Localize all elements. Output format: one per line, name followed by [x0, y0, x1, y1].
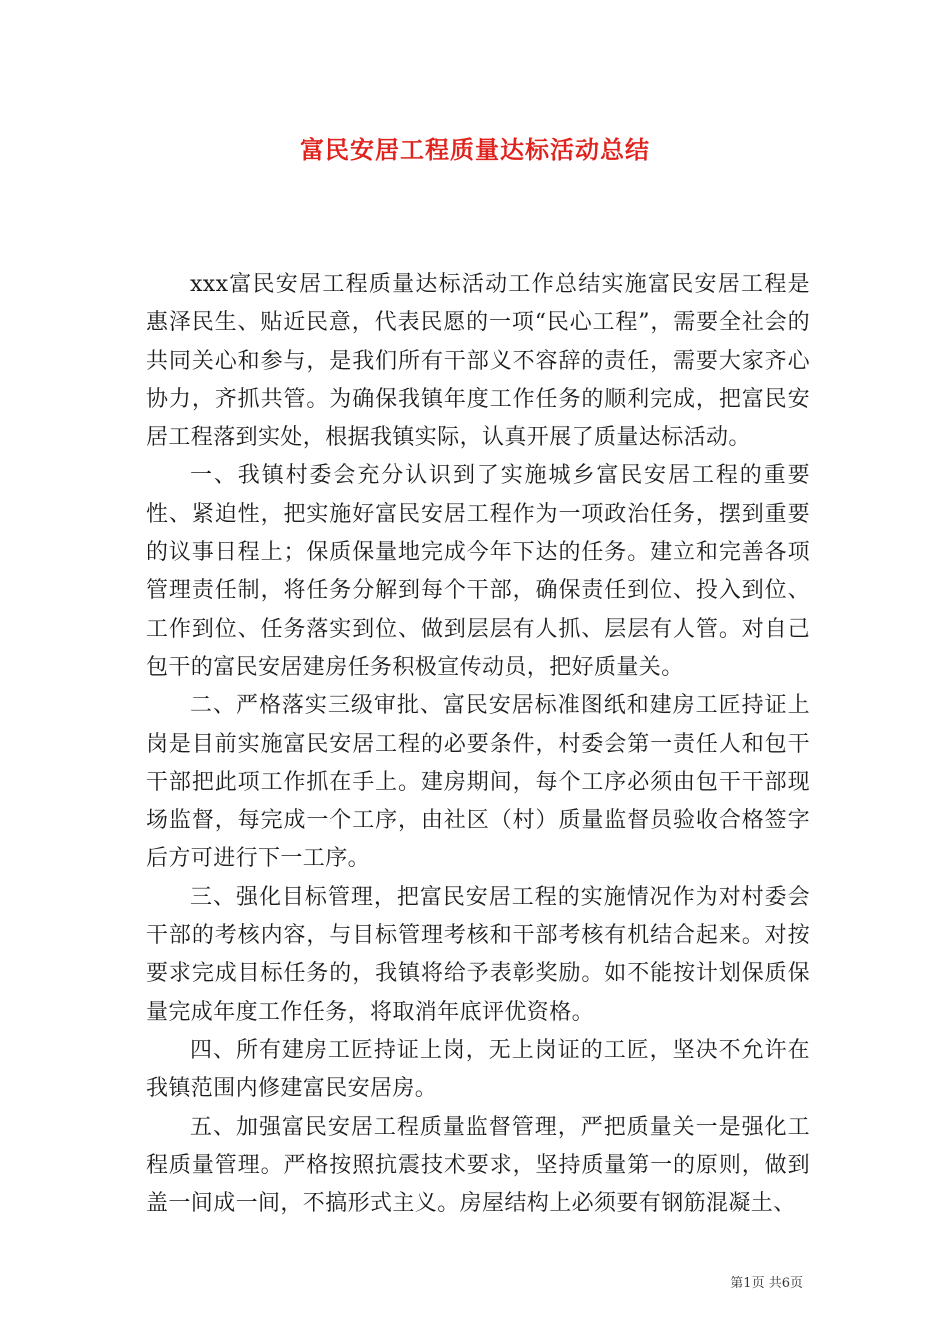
total-pages-number: 6 [781, 1276, 790, 1291]
paragraph-section-1: 一、我镇村委会充分认识到了实施城乡富民安居工程的重要性、紧迫性，把实施好富民安居工程作为一项政治任务，摆到重要的议事日程上；保质保量地完成今年下达的任务。建立和完善各项管理责任制，将任务分解到每个干部，确保责任到位、投入到位、工作到位、任务落实到位、做到层层有人抓、层层有人管。对自己包干的富民安居建房任务积极宣传动员，把好质量关。 [146, 463, 810, 680]
paragraph-section-2: 二、严格落实三级审批、富民安居标准图纸和建房工匠持证上岗是目前实施富民安居工程的必要条件，村委会第一责任人和包干干部把此项工作抓在手上。建房期间，每个工序必须由包干干部现场监督，每完成一个工序，由社区（村）质量监督员验收合格签字后方可进行下一工序。 [146, 693, 810, 872]
paragraph-section-5: 五、加强富民安居工程质量监督管理，严把质量关一是强化工程质量管理。严格按照抗震技术要求，坚持质量第一的原则，做到盖一间成一间，不搞形式主义。房屋结构上必须要有钢筋混凝土、 [146, 1114, 810, 1217]
paragraph-intro: xxx富民安居工程质量达标活动工作总结实施富民安居工程是惠泽民生、贴近民意，代表民愿的一项“民心工程”，需要全社会的共同关心和参与，是我们所有干部义不容辞的责任，需要大家齐心协力，齐抓共管。为确保我镇年度工作任务的顺利完成，把富民安居工程落到实处，根据我镇实际，认真开展了质量达标活动。 [146, 272, 810, 451]
document-title: 富民安居工程质量达标活动总结 [300, 135, 650, 164]
paragraph-section-3: 三、强化目标管理，把富民安居工程的实施情况作为对村委会干部的考核内容，与目标管理考核和干部考核有机结合起来。对按要求完成目标任务的，我镇将给予表彰奖励。如不能按计划保质保量完成年度工作任务，将取消年底评优资格。 [146, 884, 810, 1025]
current-page-number: 1 [743, 1276, 752, 1291]
document-body [146, 266, 810, 1223]
page-suffix: 页 [789, 1276, 803, 1291]
paragraph-section-4: 四、所有建房工匠持证上岗，无上岗证的工匠，坚决不允许在我镇范围内修建富民安居房。 [146, 1037, 810, 1102]
page-footer [730, 1275, 803, 1293]
page-prefix: 第 [730, 1276, 744, 1291]
page-middle: 页 共 [751, 1276, 782, 1291]
